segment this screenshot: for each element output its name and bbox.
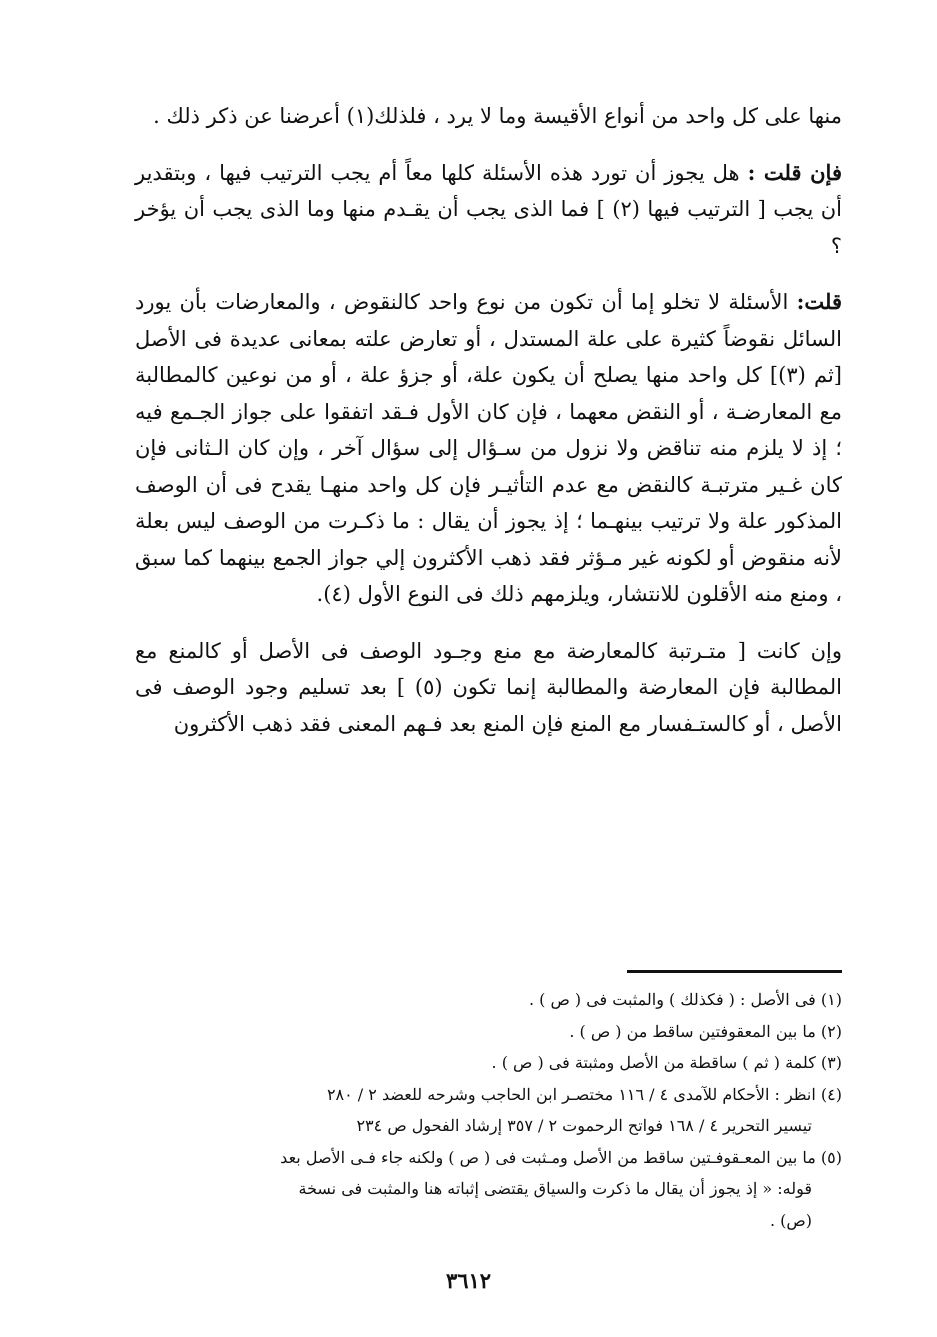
paragraph-3: [135, 284, 842, 613]
paragraph-4-text: وإن كانت [ متـرتبة كالمعارضة مع منع وجـود الوصف فى الأصل أو كالمنع مع المطالبة فإن المعارضة والمطالبة إنما تكون (٥) ] بعد تسليم وجود الوصف فى الأصل ، أو كالستـفسار مع المنع فإن المنع بعد فـهم المعنى فقد ذهب الأكثرون: [135, 638, 842, 736]
paragraph-3-lead: قلت:: [796, 289, 842, 314]
footnote-3: (٣) كلمة ( ثم ) ساقطة من الأصل ومثبتة فى ( ص ) .: [491, 1053, 842, 1072]
footnote-5-line-2: قوله: « إذ يجوز أن يقال ما ذكرت والسياق يقتضى إثباته هنا والمثبت فى نسخة: [298, 1179, 812, 1198]
paragraph-3-text: الأسئلة لا تخلو إما أن تكون من نوع واحد كالنقوض ، والمعارضات بأن يورد السائل نقوضاً كثيرة على علة المستدل ، أو تعارض علته بمعانى عديدة فى الأصل [ثم (٣)] كل واحد منها يصلح أن يكون علة، أو جزؤ علة ، أو من نوعين كالمطالبة مع المعارضـة ، أو النقض معهما ، فإن كان الأول فـقد اتفقوا على جواز الجـمع فيه ؛ إذ لا يلزم منه تناقض ولا نزول من سـؤال إلى سؤال آخر ، وإن كان الـثانى فإن كان غـير مترتبـة كالنقض مع عدم التأثيـر فإن كل واحد منهـا يقدح فى أن الوصف المذكور علة ولا ترتيب بينهـما ؛ إذ يجوز أن يقال : ما ذكـرت من الوصف ليس بعلة لأنه منقوض أو لكونه غير مـؤثر فقد ذهب الأكثرون إلي جواز الجمع بينهما كما سبق ، ومنع منه الأقلون للانتشار، ويلزمهم ذلك فى النوع الأول (٤).: [135, 290, 842, 606]
footnote-divider: [627, 970, 842, 973]
page-number: ٣٦١٢: [445, 1268, 492, 1293]
paragraph-2-text: هل يجوز أن تورد هذه الأسئلة كلها معاً أم يجب الترتيب فيها ، وبتقدير أن يجب [ الترتيب فيها (٢) ] فما الذى يجب أن يقـدم منها وما الذى يجب أن يؤخر ؟: [135, 160, 842, 258]
footnote-4-line-1: (٤) انظر : الأحكام للآمدى ٤ / ١١٦ مختصـر ابن الحاجب وشرحه للعضد ٢ / ٢٨٠: [326, 1084, 842, 1104]
main-text: [135, 98, 842, 762]
footnote-4-line-2: تيسير التحرير ٤ / ١٦٨ فواتح الرحموت ٢ / ٣٥٧ إرشاد الفحول ص ٢٣٤: [356, 1116, 812, 1135]
footnotes: [140, 984, 842, 1236]
paragraph-1: [135, 98, 842, 135]
paragraph-4: [135, 633, 842, 743]
footnote-5-line-3: (ص) .: [770, 1210, 812, 1230]
paragraph-1-text: منها على كل واحد من أنواع الأقيسة وما لا يرد ، فلذلك(١) أعرضنا عن ذكر ذلك .: [153, 104, 842, 128]
paragraph-2-lead: فإن قلت :: [747, 159, 842, 185]
footnote-1: (١) فى الأصل : ( فكذلك ) والمثبت فى ( ص ) .: [528, 990, 842, 1009]
footnote-2: (٢) ما بين المعقوفتين ساقط من ( ص ) .: [569, 1021, 842, 1041]
footnote-5-line-1: (٥) ما بين المعـقوفـتين ساقط من الأصل ومـثبت فى ( ص ) ولكنه جاء فـى الأصل بعد: [280, 1147, 842, 1167]
paragraph-2: [135, 155, 842, 265]
